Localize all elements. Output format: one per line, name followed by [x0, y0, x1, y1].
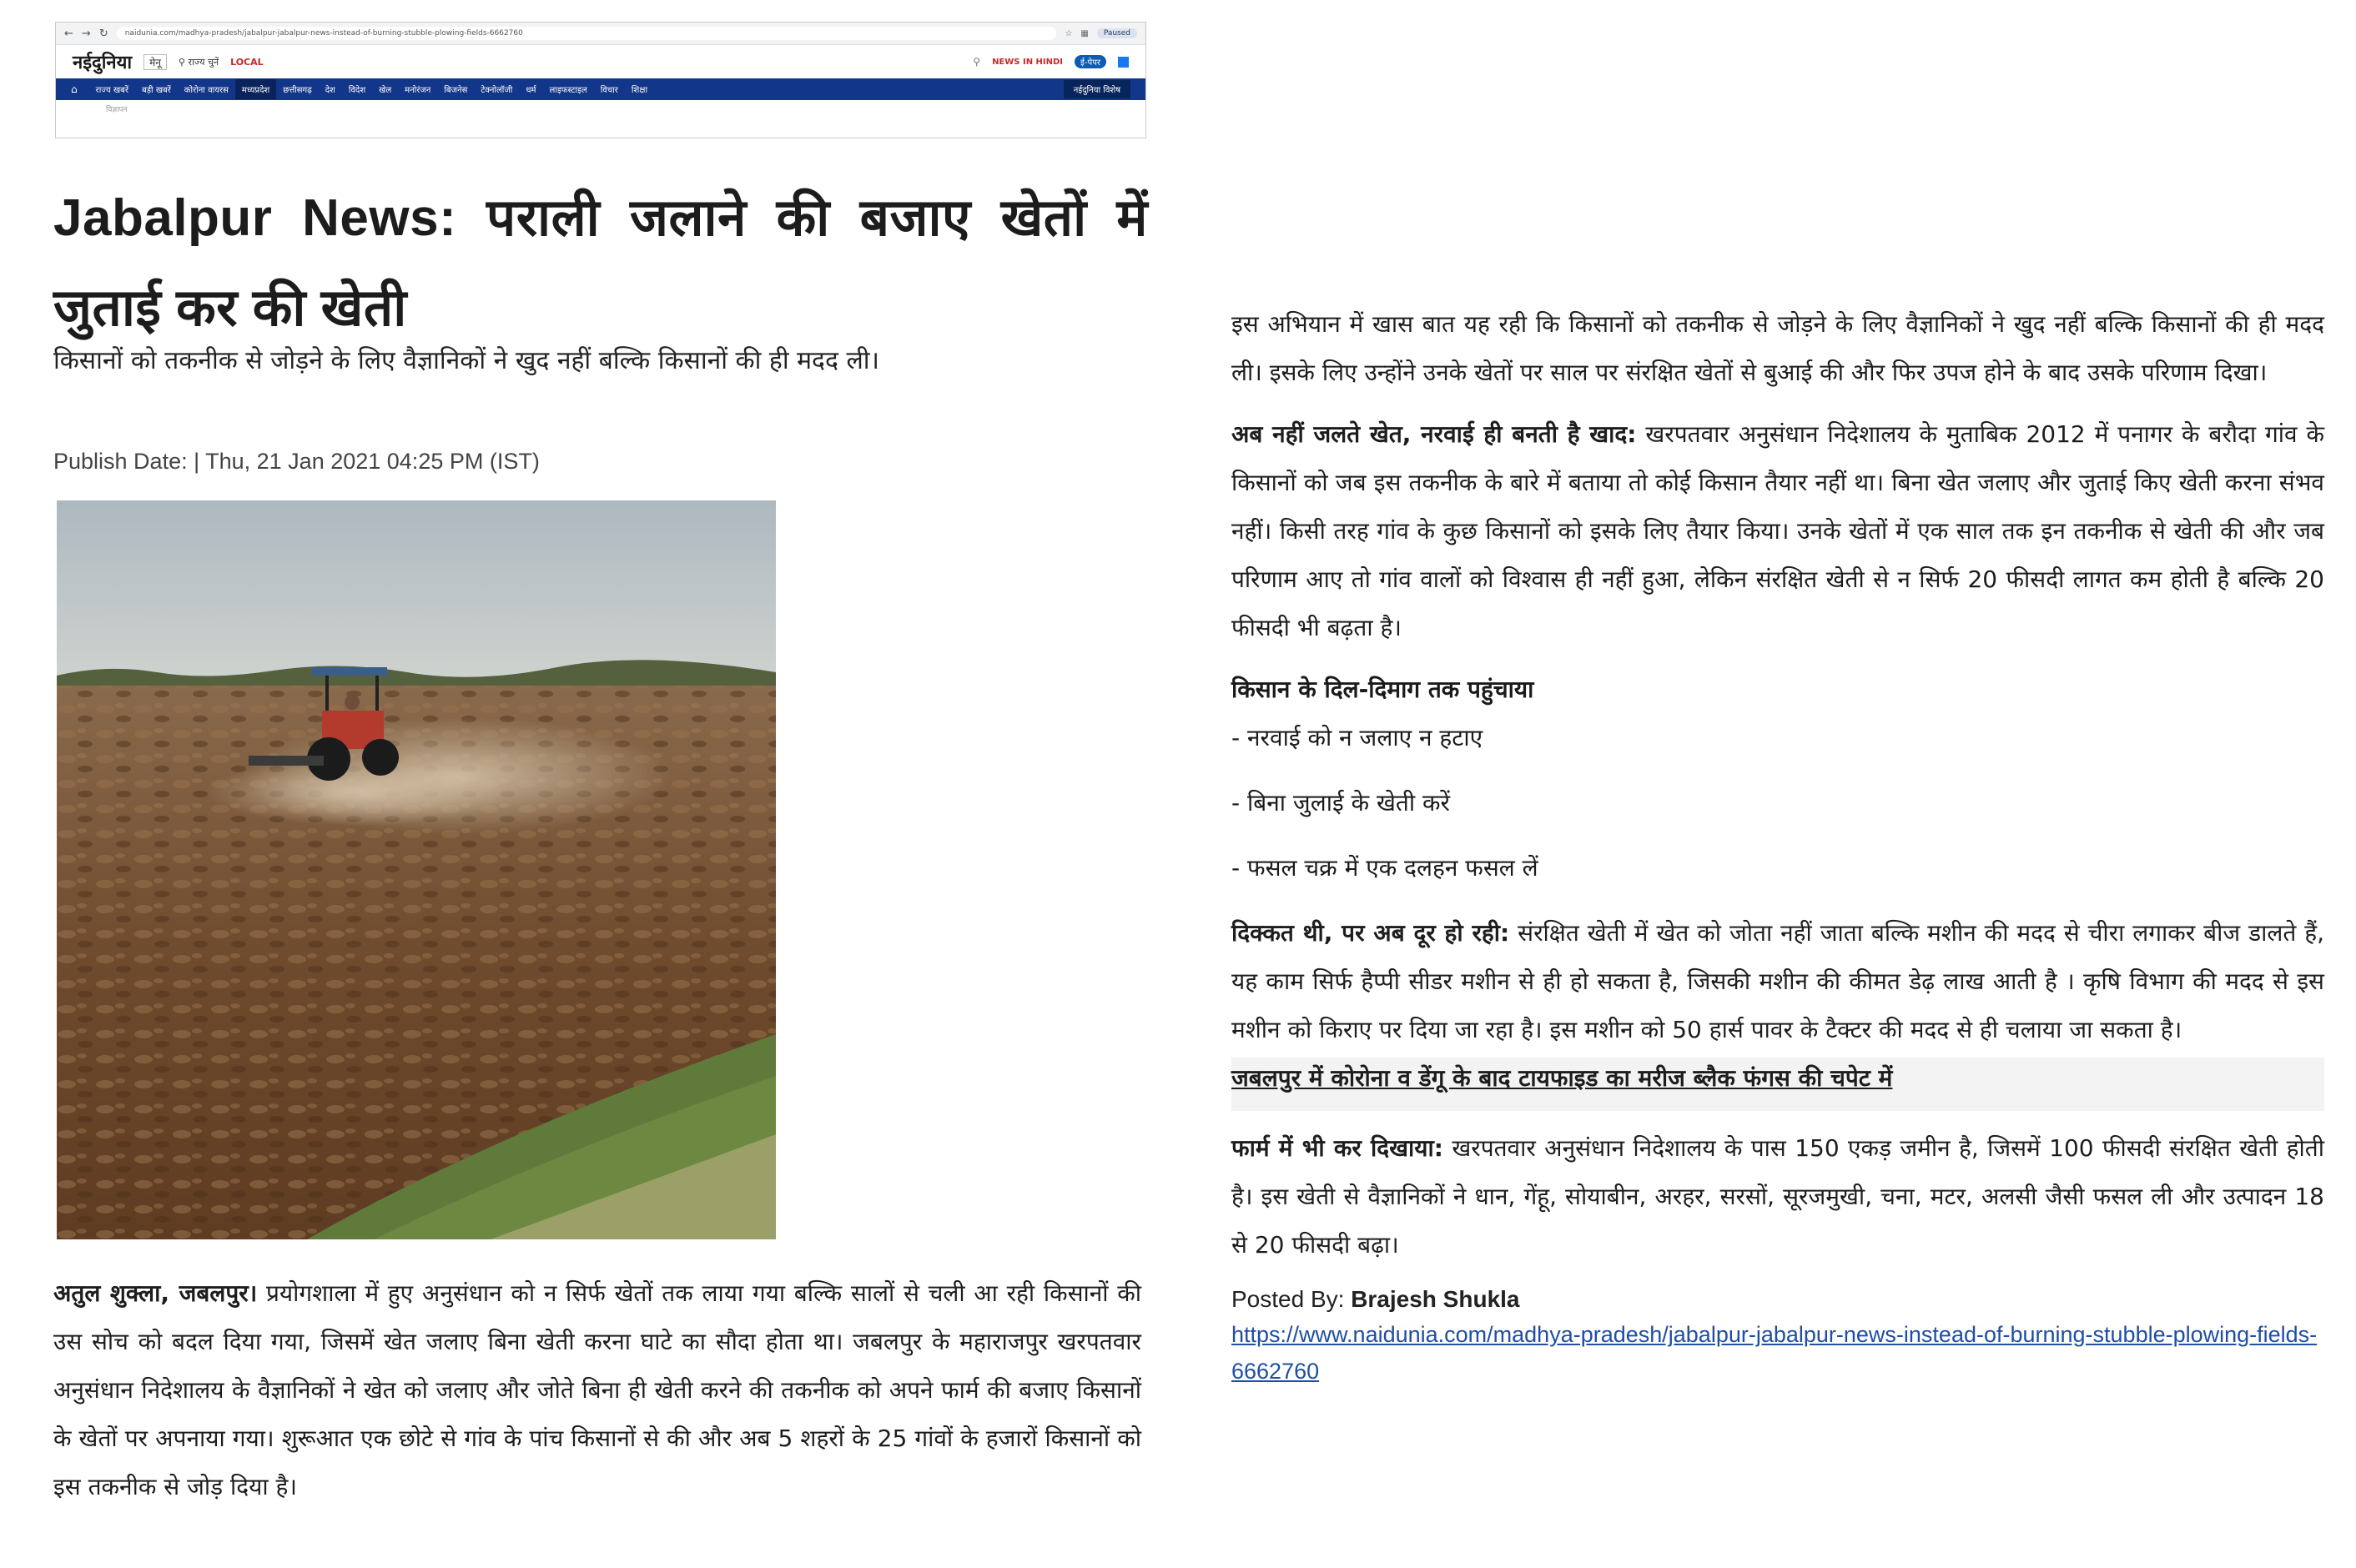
section-difficulty-text: संरक्षित खेती में खेत को जोता नहीं जाता बल्कि मशीन की मदद से चीरा लगाकर बीज डालते हैं, यह काम सिर्फ हैप्पी सीडर मशीन से ही हो सकता है, जिसकी मशीन की कीमत डेढ़ लाख आती है । कृषि विभाग की मदद से इस मशीन को किराए पर दिया जा रहा है। इस मशीन को 50 हार्स पावर के टैक्टर की मदद से ही चलाया जा सकता है।	[1231, 919, 2325, 1043]
address-bar[interactable]: naidunia.com/madhya-pradesh/jabalpur-jabalpur-news-instead-of-burning-stubble-plowing-fields-6662760	[117, 27, 1057, 40]
nav-item[interactable]: खेल	[379, 86, 392, 95]
article-headline: Jabalpur News: पराली जलाने की बजाए खेतों में जुताई कर की खेती	[53, 189, 1148, 337]
related-story-link[interactable]: जबलपुर में कोरोना व डेंगू के बाद टायफाइड का मरीज ब्लैक फंगस की चपेट में	[1231, 1058, 2324, 1111]
location-pin-icon: ⚲	[178, 56, 185, 68]
source-url-link[interactable]: https://www.naidunia.com/madhya-pradesh/jabalpur-jabalpur-news-instead-of-burning-stubble-plowing-fields-6662760	[1231, 1322, 2318, 1384]
byline-lead: अतुल शुक्ला, जबलपुर।	[53, 1279, 258, 1307]
browser-toolbar	[56, 23, 1145, 45]
posted-by	[1231, 1283, 2324, 1316]
nav-item[interactable]: बड़ी खबरें	[141, 86, 171, 95]
site-logo[interactable]: नईदुनिया	[73, 52, 133, 73]
section-difficulty-lead: दिक्कत थी, पर अब दूर हो रही:	[1231, 919, 1510, 947]
intro-paragraph-wrap	[53, 1269, 1141, 1511]
author-name: Brajesh Shukla	[1351, 1286, 1520, 1312]
nav-item[interactable]: धर्म	[526, 86, 536, 95]
section-no-burning-lead: अब नहीं जलते खेत, नरवाई ही बनती है खाद:	[1231, 420, 1637, 448]
section-farmers-heading: किसान के दिल-दिमाग तक पहुंचाया	[1231, 676, 1534, 703]
publish-date: Publish Date: | Thu, 21 Jan 2021 04:25 PM (IST)	[53, 449, 540, 474]
ad-strip: विज्ञापन	[106, 106, 128, 114]
epaper-pill[interactable]: ई-पेपर	[1075, 55, 1106, 68]
local-badge[interactable]: LOCAL	[230, 56, 264, 68]
city-selector[interactable]	[179, 56, 219, 68]
right-column	[1231, 300, 2324, 1390]
home-icon[interactable]: ⌂	[71, 83, 78, 95]
article-subheadline: किसानों को तकनीक से जोड़ने के लिए वैज्ञानिकों ने खुद नहीं बल्कि किसानों की ही मदद ली।	[53, 346, 879, 375]
back-arrow-icon[interactable]: ←	[64, 27, 73, 40]
intro-paragraph	[53, 1269, 1141, 1511]
nav-item[interactable]: शिक्षा	[631, 86, 648, 95]
paragraph-2: इस अभियान में खास बात यह रही कि किसानों को तकनीक से जोड़ने के लिए वैज्ञानिकों ने खुद नहीं बल्कि किसानों की ही मदद ली। इसके लिए उन्होंने उनके खेतों पर साल पर संरक्षित खेतों से बुआई की और फिर उपज होने के बाद उसके परिणाम दिखा।	[1231, 310, 2324, 386]
nav-item[interactable]: लाइफस्टाइल	[549, 86, 587, 95]
nav-item[interactable]: विचार	[600, 86, 618, 95]
facebook-icon[interactable]	[1118, 57, 1129, 68]
nav-item[interactable]: मनोरंजन	[405, 86, 431, 95]
menu-button[interactable]: मेनू	[143, 54, 167, 70]
section-difficulty	[1231, 909, 2324, 1054]
bullet-item: - नरवाई को न जलाए न हटाए	[1231, 724, 1483, 751]
nav-item[interactable]: राज्य खबरें	[95, 86, 128, 95]
nav-item[interactable]: विदेश	[348, 86, 366, 95]
hindi-news-link[interactable]: NEWS IN HINDI	[992, 57, 1064, 67]
category-nav	[56, 78, 1145, 100]
profile-button[interactable]: Paused	[1097, 28, 1137, 38]
nav-item-active[interactable]: मध्यप्रदेश	[235, 79, 276, 99]
section-no-burning	[1231, 410, 2324, 652]
posted-by-label: Posted By:	[1231, 1286, 1352, 1312]
section-farm-demo	[1231, 1124, 2324, 1269]
nav-item[interactable]: बिजनेस	[444, 86, 468, 95]
nav-item[interactable]: टेक्नोलॉजी	[481, 86, 513, 95]
bullet-item: - फसल चक्र में एक दलहन फसल लें	[1231, 854, 1538, 882]
nav-item[interactable]: कोरोना वायरस	[184, 86, 229, 95]
bullet-item: - बिना जुलाई के खेती करें	[1231, 789, 1450, 817]
star-icon[interactable]: ☆	[1065, 28, 1073, 38]
section-farm-demo-lead: फार्म में भी कर दिखाया:	[1231, 1134, 1443, 1162]
reload-icon[interactable]: ↻	[98, 27, 108, 40]
section-farm-demo-text: खरपतवार अनुसंधान निदेशालय के पास 150 एकड़ जमीन है, जिसमें 100 फीसदी संरक्षित खेती होती है। इस खेती से वैज्ञानिकों ने धान, गेंहू, सोयाबीन, अरहर, सरसों, सूरजमुखी, चना, मटर, अलसी जैसी फसल ली और उत्पादन 18 से 20 फीसदी बढ़ा।	[1231, 1134, 2324, 1259]
special-section-button[interactable]: नईदुनिया विशेष	[1064, 80, 1130, 98]
nav-item[interactable]: छत्तीसगढ़	[283, 86, 312, 95]
nav-item[interactable]: देश	[325, 86, 335, 95]
site-header	[56, 45, 1145, 78]
search-icon[interactable]: ⚲	[973, 56, 981, 68]
browser-screenshot	[55, 22, 1146, 138]
extensions-icon[interactable]: ▦	[1080, 28, 1089, 38]
forward-arrow-icon[interactable]: →	[81, 27, 91, 40]
city-selector-label: राज्य चुनें	[188, 56, 219, 68]
article-photo-tractor-field	[57, 500, 776, 1239]
intro-text: प्रयोगशाला में हुए अनुसंधान को न सिर्फ खेतों तक लाया गया बल्कि सालों से चली आ रही किसानों की उस सोच को बदल दिया गया, जिसमें खेत जलाए बिना खेती करना घाटे का सौदा होता था। जबलपुर के महाराजपुर खरपतवार अनुसंधान निदेशालय के वैज्ञानिकों ने खेत को जलाए और जोते बिना ही खेती करने की तकनीक को अपने फार्म की बजाए किसानों के खेतों पर अपनाया गया। शुरूआत एक छोटे से गांव के पांच किसानों से की और अब 5 शहरों के 25 गांवों के हजारों किसानों को इस तकनीक से जोड़ दिया है।	[53, 1279, 1141, 1500]
section-no-burning-text: खरपतवार अनुसंधान निदेशालय के मुताबिक 2012 में पनागर के बरौदा गांव के किसानों को जब इस तकनीक के बारे में बताया तो कोई किसान तैयार नहीं था। बिना खेत जलाए और जुताई किए खेती करना संभव नहीं। किसी तरह गांव के कुछ किसानों को इसके लिए तैयार किया। उनके खेतों में एक साल तक इन तकनीक से खेती की और जब परिणाम आए तो गांव वालों को विश्वास ही नहीं हुआ, लेकिन संरक्षित खेती से न सिर्फ 20 फीसदी लागत कम होती है बल्कि 20 फीसदी भी बढ़ता है।	[1231, 420, 2324, 641]
